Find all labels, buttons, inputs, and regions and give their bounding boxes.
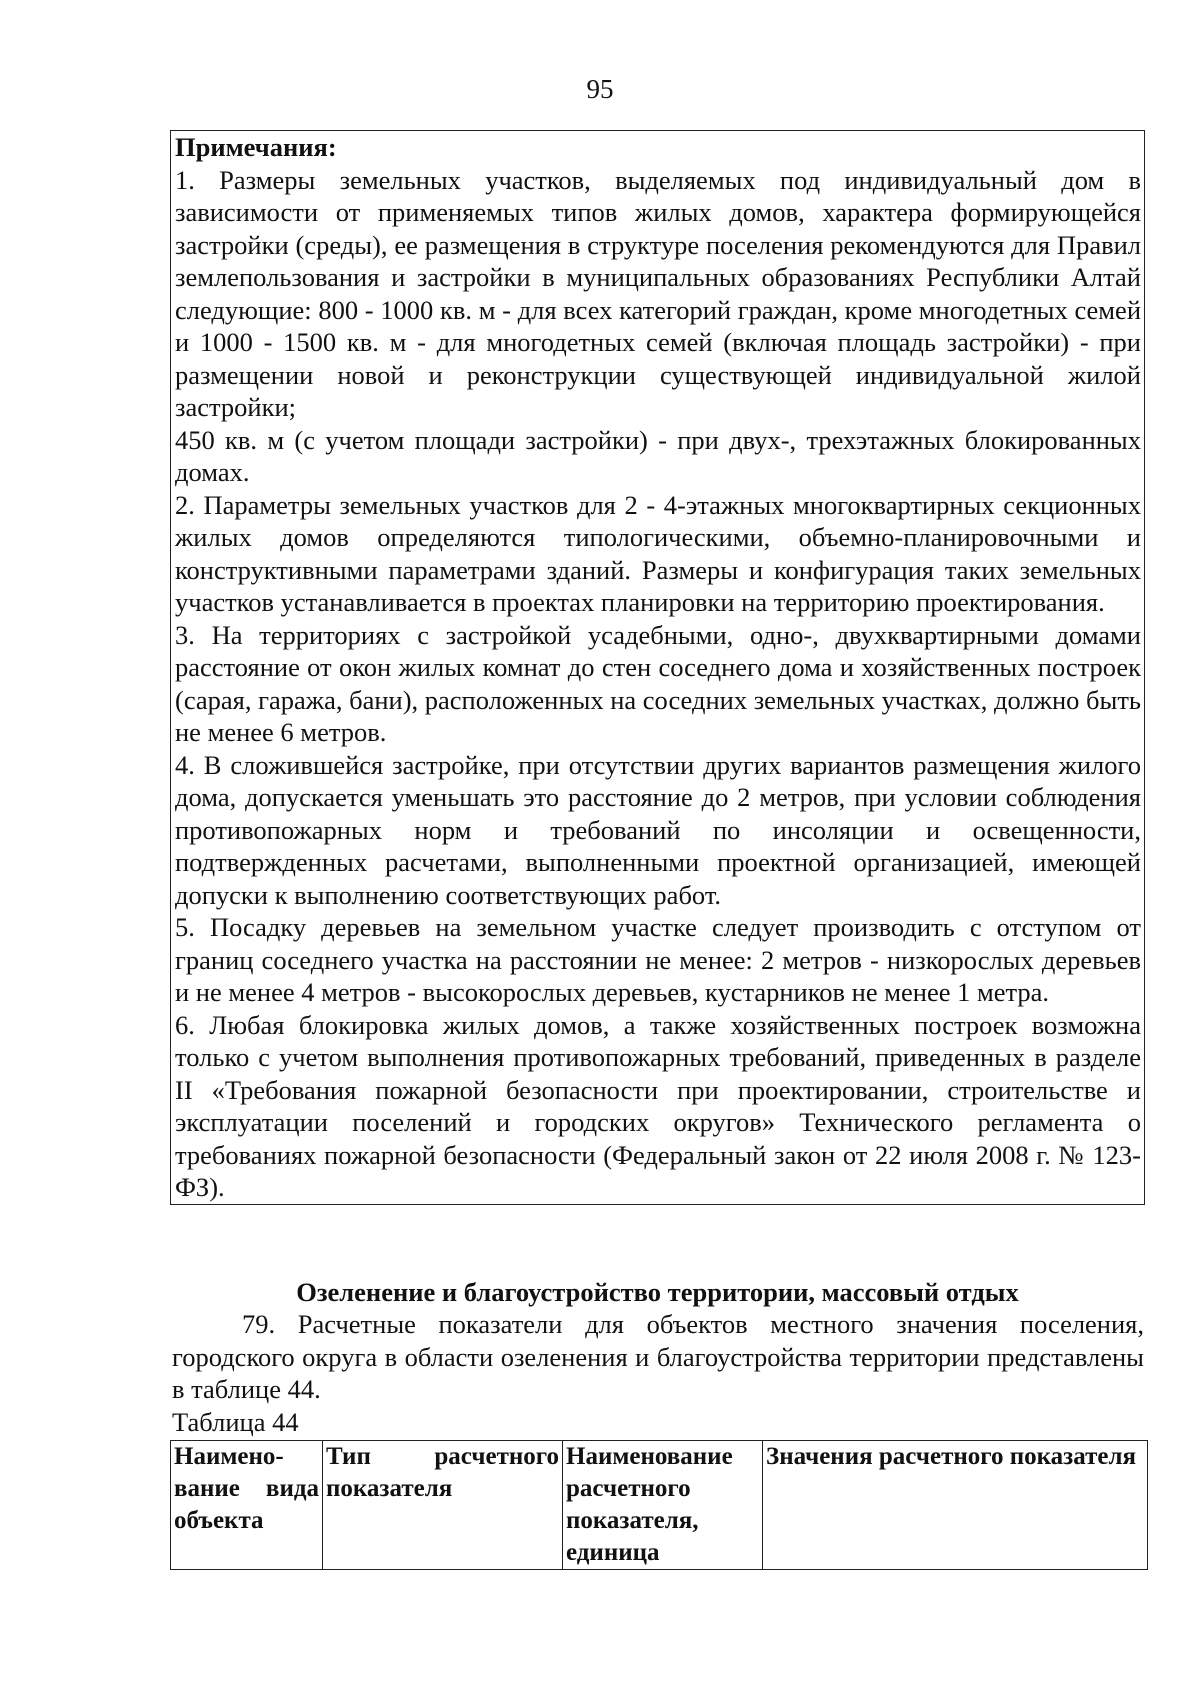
note-paragraph-1-cont: 450 кв. м (с учетом площади застройки) - при двух-, трехэтажных блокированных домах. [175,424,1141,487]
note-paragraph-5: 5. Посадку деревьев на земельном участке следует производить с отступом от границ соседнего участка на расстоянии не менее: 2 метров - низкорослых деревьев и не менее 4 метров - высокорослых деревьев, кустарников не менее 1 метра. [175,912,1141,1007]
note-paragraph-4: 4. В сложившейся застройке, при отсутствии других вариантов размещения жилого дома, допускается уменьшать это расстояние до 2 метров, при условии соблюдения противопожарных норм и требований по инсоляции и освещенности, подтвержденных расчетами, выполненными проектной организацией, имеющей допуски к выполнению соответствующих работ. [175,749,1141,910]
note-paragraph-2: 2. Параметры земельных участков для 2 - 4-этажных многоквартирных секционных жилых домов определяются типологическими, объемно-планировочными и конструктивными параметрами зданий. Размеры и конфигурация таких земельных участков устанавливается в проектах планировки на территорию проектирования. [175,489,1141,617]
notes-title: Примечания: [175,132,337,162]
note-paragraph-1: 1. Размеры земельных участков, выделяемых под индивидуальный дом в зависимости от применяемых типов жилых домов, характера формирующейся застройки (среды), ее размещения в структуре поселения рекомендуются для Правил землепользования и застройки в муниципальных образованиях Республики Алтай следующие: 800 - 1000 кв. м - для всех категорий граждан, кроме многодетных семей и 1000 - 1500 кв. м - для многодетных семей (включая площадь застройки) - при размещении новой и реконструкции существующей индивидуальной жилой застройки; [175,164,1141,422]
header-indicator-name: Наименование расчетного показателя, единица [563,1441,763,1570]
header-indicator-type: Тип расчетного показателя [323,1441,563,1570]
body-paragraph: 79. Расчетные показатели для объектов местного значения поселения, городского округа в области озеленения и благоустройства территории представлены в таблице 44. [172,1309,1144,1404]
section-heading: Озеленение и благоустройство территории, массовый отдых [296,1277,1019,1307]
indicators-table [170,1440,1148,1570]
header-indicator-value: Значения расчетного показателя [763,1441,1148,1570]
note-paragraph-6: 6. Любая блокировка жилых домов, а также хозяйственных построек возможна только с учетом выполнения противопожарных требований, приведенных в разделе II «Требования пожарной безопасности при проектировании, строительстве и эксплуатации поселений и городских округов» Технического регламента о требованиях пожарной безопасности (Федеральный закон от 22 июля 2008 г. № 123-ФЗ). [175,1009,1141,1202]
notes-box [170,130,1145,1205]
note-paragraph-3: 3. На территориях с застройкой усадебными, одно-, двухквартирными домами расстояние от окон жилых комнат до стен соседнего дома и хозяйственных построек (сарая, гаража, бани), расположенных на соседних земельных участках, должно быть не менее 6 метров. [175,619,1141,747]
table-caption: Таблица 44 [172,1407,299,1437]
page-number: 95 [586,74,614,104]
header-object-type: Наимено-вание вида объекта [171,1441,323,1570]
table-header-row [171,1441,1148,1570]
